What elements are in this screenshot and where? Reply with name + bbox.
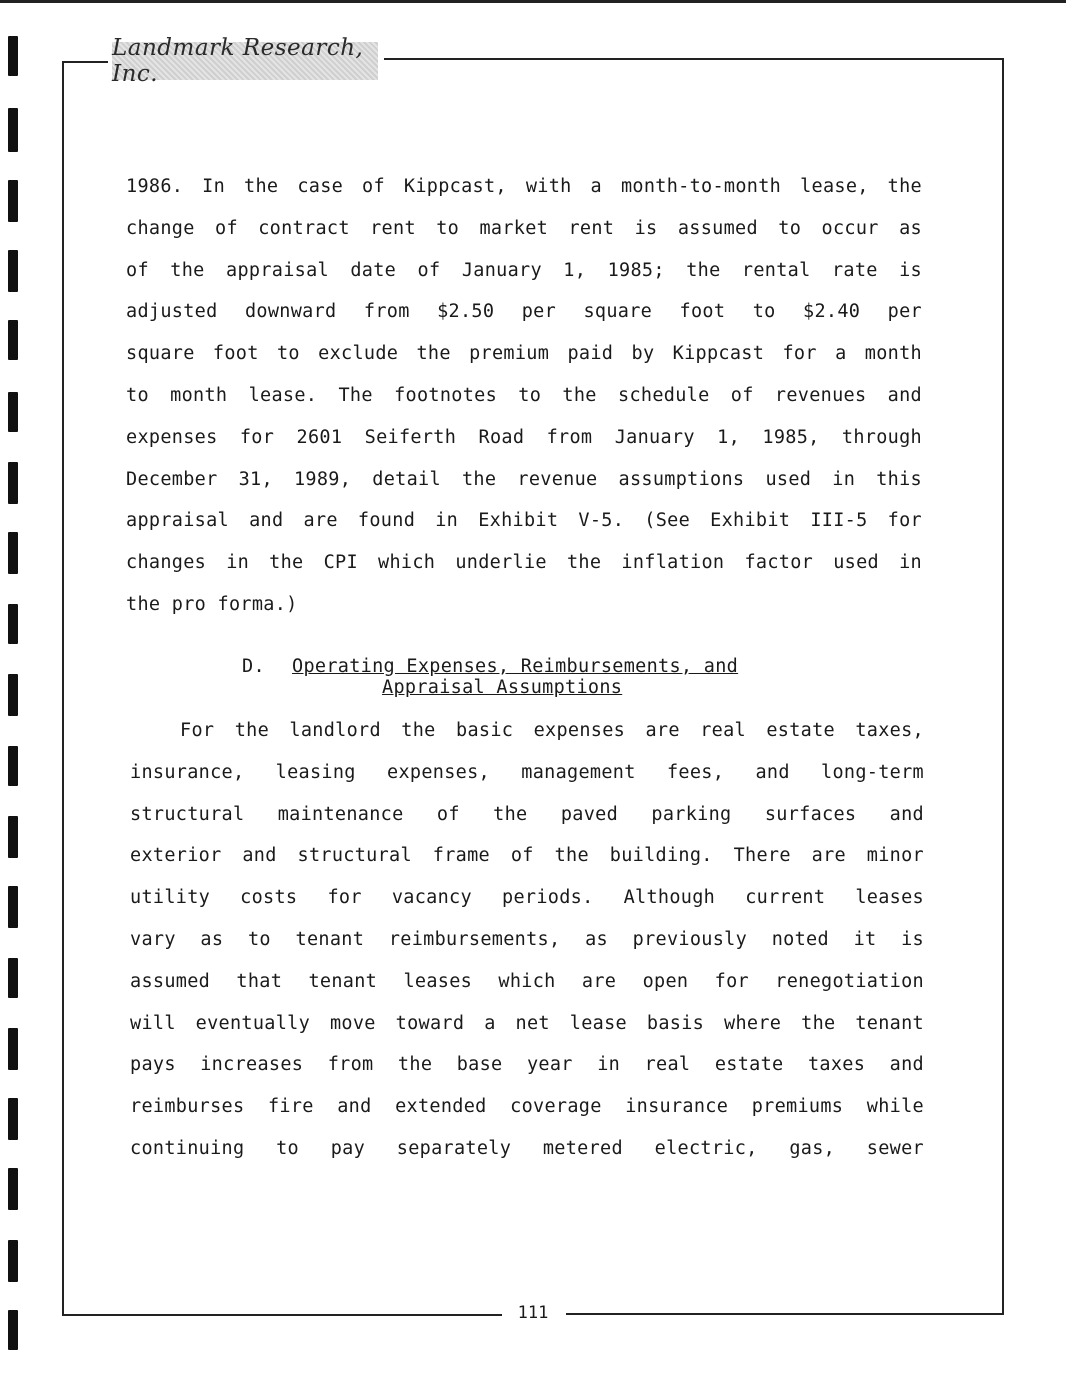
frame-top-left xyxy=(62,61,108,63)
text-line: exterior and structural frame of the building. There are minor xyxy=(130,845,924,867)
frame-bottom-right xyxy=(566,1313,1004,1315)
binding-mark xyxy=(8,392,18,432)
text-line: assumed that tenant leases which are open for renegotiation xyxy=(130,970,924,992)
binding-mark xyxy=(8,604,18,644)
binding-marks xyxy=(0,0,40,1380)
text-line: will eventually move toward a net lease basis where the tenant xyxy=(130,1012,924,1034)
text-line: changes in the CPI which underlie the inflation factor used in xyxy=(126,552,922,574)
binding-mark xyxy=(8,816,18,858)
binding-mark xyxy=(8,250,18,292)
binding-mark xyxy=(8,462,18,504)
paragraph-revenue-assumptions xyxy=(126,166,922,626)
section-title-line2: Appraisal Assumptions xyxy=(382,677,623,698)
section-title-line1: Operating Expenses, Reimbursements, and xyxy=(292,656,739,677)
binding-mark xyxy=(8,746,18,786)
text-line: 1986. In the case of Kippcast, with a month-to-month lease, the xyxy=(126,176,922,197)
paragraph-operating-expenses xyxy=(130,710,924,1170)
text-line: vary as to tenant reimbursements, as previously noted it is xyxy=(130,928,924,950)
text-line: continuing to pay separately metered electric, gas, sewer xyxy=(130,1137,924,1159)
binding-mark xyxy=(8,1240,18,1282)
binding-mark xyxy=(8,1310,18,1350)
text-line: December 31, 1989, detail the revenue assumptions used in this xyxy=(126,468,922,490)
section-letter: D. xyxy=(242,656,265,677)
binding-mark xyxy=(8,1028,18,1070)
company-logo xyxy=(112,35,378,87)
binding-mark xyxy=(8,1098,18,1140)
binding-mark xyxy=(8,958,18,998)
page-number: 111 xyxy=(505,1303,561,1323)
top-edge-rule xyxy=(0,0,1066,3)
text-line: pays increases from the base year in real estate taxes and xyxy=(130,1054,924,1076)
binding-mark xyxy=(8,320,18,360)
text-line: of the appraisal date of January 1, 1985; the rental rate is xyxy=(126,259,922,281)
text-line: appraisal and are found in Exhibit V-5. (See Exhibit III-5 for xyxy=(126,510,922,532)
binding-mark xyxy=(8,886,18,928)
logo-text: Landmark Research, Inc. xyxy=(112,35,364,87)
binding-mark xyxy=(8,108,18,152)
text-line: expenses for 2601 Seiferth Road from January 1, 1985, through xyxy=(126,426,922,448)
binding-mark xyxy=(8,674,18,716)
binding-mark xyxy=(8,532,18,574)
text-line: change of contract rent to market rent is assumed to occur as xyxy=(126,217,922,239)
binding-mark xyxy=(8,36,18,76)
text-line: to month lease. The footnotes to the schedule of revenues and xyxy=(126,384,922,406)
frame-top-right xyxy=(384,58,1004,60)
frame-right xyxy=(1002,58,1004,1314)
frame-left xyxy=(62,61,64,1316)
text-line: insurance, leasing expenses, management fees, and long-term xyxy=(130,761,924,783)
text-line: structural maintenance of the paved parking surfaces and xyxy=(130,803,924,825)
binding-mark xyxy=(8,180,18,222)
text-line: utility costs for vacancy periods. Although current leases xyxy=(130,887,924,909)
text-line: the pro forma.) xyxy=(126,593,298,615)
binding-mark xyxy=(8,1168,18,1210)
text-line: reimburses fire and extended coverage insurance premiums while xyxy=(130,1096,924,1118)
text-line: adjusted downward from $2.50 per square foot to $2.40 per xyxy=(126,301,922,323)
text-line: square foot to exclude the premium paid by Kippcast for a month xyxy=(126,343,922,365)
frame-bottom-left xyxy=(62,1314,502,1316)
text-line: For the landlord the basic expenses are real estate taxes, xyxy=(180,720,924,741)
